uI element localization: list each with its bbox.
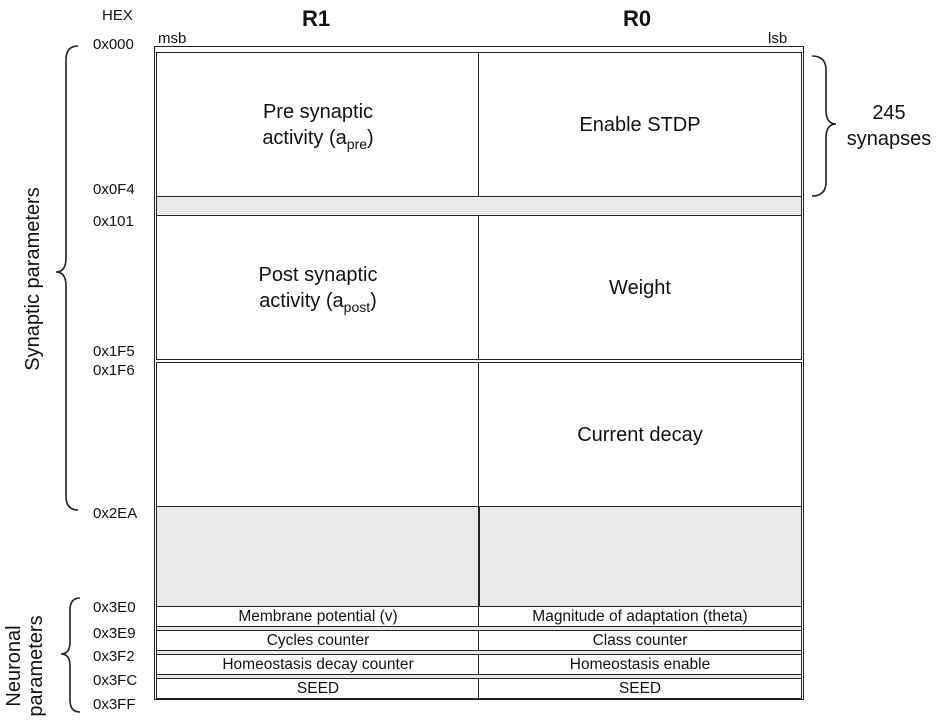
address-0x3E9: 0x3E9 [93,625,136,642]
synapses-word: synapses [846,128,932,150]
address-0x000: 0x000 [93,36,134,53]
synapses-count: 245 [872,102,906,124]
neuronal-label-line1: Neuronal [3,625,25,707]
address-0x101: 0x101 [93,213,134,230]
address-0x3E0: 0x3E0 [93,599,136,616]
address-0x2EA: 0x2EA [93,505,138,522]
cell-seed-r0: SEED [478,678,802,699]
hex-column-header: HEX [102,7,133,24]
cell-membrane-potential: Membrane potential (v) [156,606,480,627]
post-close-paren: ) [370,289,377,312]
cell-seed-r1: SEED [156,678,480,699]
address-0x3F2: 0x3F2 [93,648,135,665]
address-0x3FF: 0x3FF [93,696,136,713]
msb-label: msb [158,30,187,47]
synapses-brace [812,56,836,196]
pre-synaptic-line1: Pre synaptic [262,100,374,123]
pre-synaptic-line2: activity (a [262,126,347,149]
address-0x1F5: 0x1F5 [93,343,135,360]
address-0x3FC: 0x3FC [93,672,138,689]
cell-class-counter: Class counter [478,630,802,651]
neuronal-brace [61,598,80,712]
post-synaptic-line2: activity (a [259,289,344,312]
neuronal-parameters-label [3,606,51,726]
synaptic-brace [56,46,78,510]
column-title-r0: R0 [623,6,652,31]
cell-magnitude-of-adaptation: Magnitude of adaptation (theta) [478,606,802,627]
cell-homeostasis-enable: Homeostasis enable [478,654,802,675]
synaptic-parameters-label: Synaptic parameters [22,187,44,371]
cell-homeostasis-decay-counter: Homeostasis decay counter [156,654,480,675]
column-title-r1: R1 [302,6,331,31]
address-0x0F4: 0x0F4 [93,181,135,198]
cell-enable-stdp: Enable STDP [478,52,802,197]
post-subscript: post [343,298,371,315]
pre-subscript: pre [346,135,368,152]
lsb-label: lsb [768,30,788,47]
cell-current-decay: Current decay [478,362,802,507]
post-synaptic-line1: Post synaptic [258,263,378,286]
pre-close-paren: ) [367,126,374,149]
cell-cycles-counter: Cycles counter [156,630,480,651]
cell-weight: Weight [478,215,802,360]
neuronal-label-line2: parameters [25,615,47,717]
synapses-count-label [836,100,942,152]
address-0x1F6: 0x1F6 [93,362,135,379]
